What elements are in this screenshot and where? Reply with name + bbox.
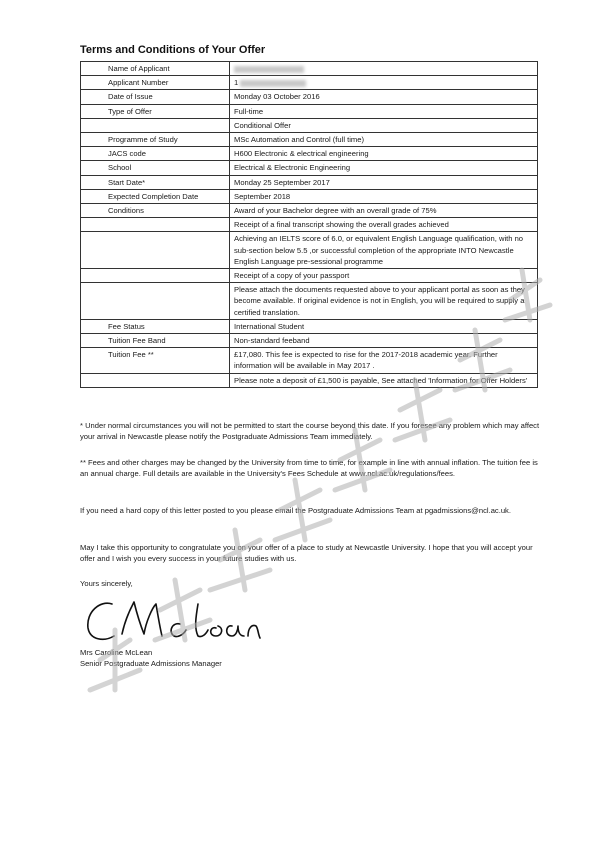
- row-value: Electrical & Electronic Engineering: [230, 161, 538, 175]
- row-label: Type of Offer: [81, 104, 230, 118]
- congratulations-paragraph: May I take this opportunity to congratulate you on your offer of a place to study at Newcastle University. I hope that you will accept your offer and I wish you every success in your future studies with us.: [80, 543, 533, 564]
- row-value: 1: [234, 78, 239, 88]
- table-row: [81, 189, 538, 203]
- row-label: Tuition Fee **: [81, 348, 230, 373]
- row-value: Conditional Offer: [230, 118, 538, 132]
- table-row: [81, 204, 538, 218]
- row-label: [81, 118, 230, 132]
- row-label: [81, 232, 230, 269]
- row-value: Award of your Bachelor degree with an overall grade of 75%: [230, 204, 538, 218]
- table-row: [81, 118, 538, 132]
- table-row: [81, 62, 538, 76]
- row-value: £17,080. This fee is expected to rise for the 2017-2018 academic year. Further information will be available in May 2017 .: [230, 348, 538, 373]
- row-value: H600 Electronic & electrical engineering: [230, 147, 538, 161]
- row-label: [81, 218, 230, 232]
- table-row: [81, 283, 538, 320]
- redacted-text: [240, 80, 306, 87]
- table-row: [81, 133, 538, 147]
- redacted-text: [234, 66, 304, 73]
- table-row: [81, 104, 538, 118]
- row-label: School: [81, 161, 230, 175]
- row-label: [81, 373, 230, 387]
- row-value: September 2018: [230, 189, 538, 203]
- signer-name: Mrs Caroline McLean: [80, 648, 153, 657]
- row-label: Start Date*: [81, 175, 230, 189]
- row-label: Conditions: [81, 204, 230, 218]
- table-row: [81, 373, 538, 387]
- row-label: [81, 283, 230, 320]
- table-row: [81, 76, 538, 90]
- row-value: Non-standard feeband: [230, 334, 538, 348]
- row-value: Receipt of a final transcript showing the overall grades achieved: [230, 218, 538, 232]
- closing-line: Yours sincerely,: [80, 579, 133, 588]
- row-value: Please attach the documents requested above to your applicant portal as soon as they become available. If original evidence is not in English, you will be required to supply a certified translation.: [230, 283, 538, 320]
- row-label: Name of Applicant: [81, 62, 230, 76]
- table-row: [81, 218, 538, 232]
- row-label: Date of Issue: [81, 90, 230, 104]
- footnote-start-date: * Under normal circumstances you will not be permitted to start the course beyond this date. If you foresee any problem which may affect your arrival in Newcastle please notify the Postgraduate Admissions Team immediately.: [80, 421, 540, 442]
- table-row: [81, 147, 538, 161]
- table-row: [81, 334, 538, 348]
- hardcopy-paragraph: If you need a hard copy of this letter posted to you please email the Postgraduate Admissions Team at pgadmissions@ncl.ac.uk.: [80, 506, 511, 515]
- row-label: [81, 269, 230, 283]
- signature-icon: [82, 594, 262, 648]
- row-value: Full-time: [230, 104, 538, 118]
- footnote-fees: ** Fees and other charges may be changed by the University from time to time, for example in line with annual inflation. The tuition fee is an annual charge. Full details are available in the University's Fees Schedule at www.ncl.ac.uk/regulations/fees.: [80, 458, 538, 479]
- row-label: Applicant Number: [81, 76, 230, 90]
- table-row: [81, 90, 538, 104]
- row-label: Programme of Study: [81, 133, 230, 147]
- row-value: Monday 25 September 2017: [230, 175, 538, 189]
- terms-table: [80, 61, 538, 388]
- table-row: [81, 161, 538, 175]
- table-row: [81, 269, 538, 283]
- row-value: International Student: [230, 319, 538, 333]
- row-label: Expected Completion Date: [81, 189, 230, 203]
- table-row: [81, 348, 538, 373]
- applicant-name-value: [230, 62, 538, 76]
- row-label: JACS code: [81, 147, 230, 161]
- table-row: [81, 232, 538, 269]
- row-label: Fee Status: [81, 319, 230, 333]
- table-row: [81, 175, 538, 189]
- table-row: [81, 319, 538, 333]
- row-value: Achieving an IELTS score of 6.0, or equivalent English Language qualification, with no sub-section below 5.5 ,or successful completion of the appropriate INTO Newcastle English Language pre-sessional programme: [230, 232, 538, 269]
- row-value: Receipt of a copy of your passport: [230, 269, 538, 283]
- document-title: Terms and Conditions of Your Offer: [80, 44, 266, 56]
- row-value: Monday 03 October 2016: [230, 90, 538, 104]
- row-value: MSc Automation and Control (full time): [230, 133, 538, 147]
- applicant-number-value: [230, 76, 538, 90]
- row-value: Please note a deposit of £1,500 is payable, See attached 'Information for Offer Holders': [230, 373, 538, 387]
- signer-title: Senior Postgraduate Admissions Manager: [80, 659, 222, 668]
- row-label: Tuition Fee Band: [81, 334, 230, 348]
